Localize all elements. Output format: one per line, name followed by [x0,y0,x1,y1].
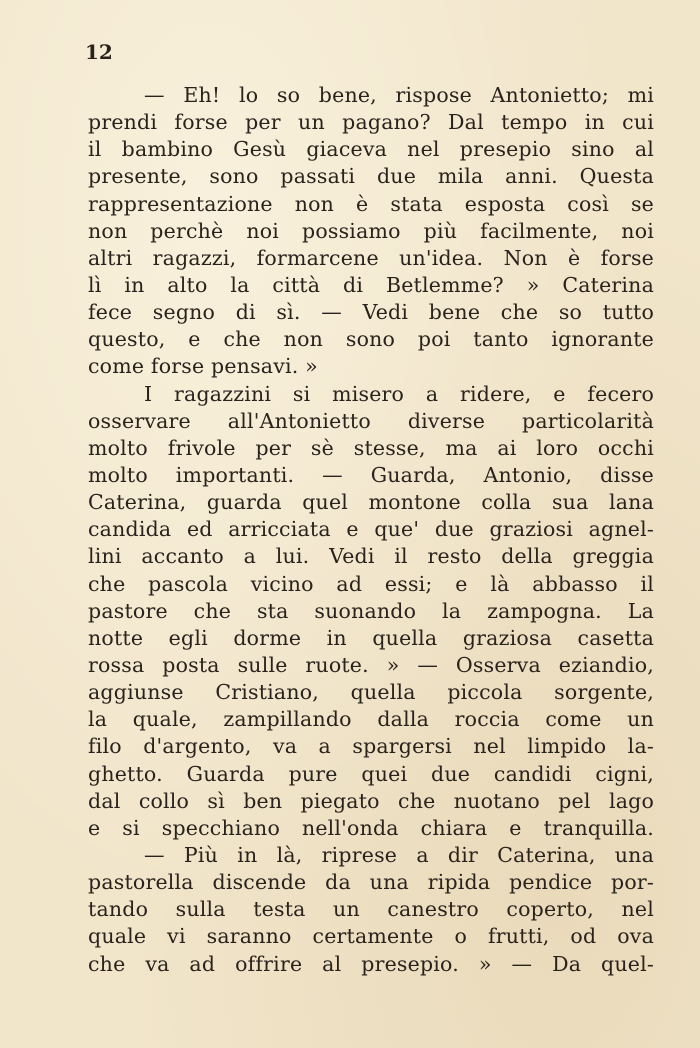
text-line: lì in alto la città di Betlemme? » Caterina [88,272,654,297]
text-line: altri ragazzi, formarcene un'idea. Non è forse [88,245,654,270]
text-line: I ragazzini si misero a ridere, e fecero [144,381,654,406]
text-line: molto importanti. — Guarda, Antonio, disse [88,462,654,487]
text-line: il bambino Gesù giaceva nel presepio sino al [88,137,654,162]
text-line: filo d'argento, va a spargersi nel limpido la- [88,734,654,759]
text-line: molto frivole per sè stesse, ma ai loro occhi [88,435,654,460]
text-line: lini accanto a lui. Vedi il resto della greggia [88,544,654,569]
text-line: prendi forse per un pagano? Dal tempo in cui [88,110,654,135]
text-line: e si specchiano nell'onda chiara e tranquilla. [88,815,654,840]
text-line: pastore che sta suonando la zampogna. La [88,598,654,623]
text-line: tando sulla testa un canestro coperto, nel [88,897,654,922]
text-line: che pascola vicino ad essi; e là abbasso il [88,571,654,596]
text-line: Caterina, guarda quel montone colla sua lana [88,490,654,515]
text-line: rossa posta sulle ruote. » — Osserva eziandio, [88,652,654,677]
text-line: la quale, zampillando dalla roccia come un [88,707,654,732]
text-line: osservare all'Antonietto diverse particolarità [88,408,654,433]
text-line: aggiunse Cristiano, quella piccola sorgente, [88,680,654,705]
text-line: — Più in là, riprese a dir Caterina, una [144,842,654,867]
text-line: che va ad offrire al presepio. » — Da quel- [88,951,654,976]
text-line: come forse pensavi. » [88,354,318,379]
body-text [88,82,654,978]
text-line: non perchè noi possiamo più facilmente, noi [88,218,654,243]
page-number: 12 [85,40,113,64]
text-line: presente, sono passati due mila anni. Questa [88,164,654,189]
text-line: ghetto. Guarda pure quei due candidi cigni, [88,761,654,786]
text-line: questo, e che non sono poi tanto ignorante [88,327,654,352]
text-line: pastorella discende da una ripida pendice por- [88,870,654,895]
text-line: dal collo sì ben piegato che nuotano pel lago [88,788,654,813]
text-line: fece segno di sì. — Vedi bene che so tutto [88,300,654,325]
text-line: notte egli dorme in quella graziosa casetta [88,625,654,650]
text-line: rappresentazione non è stata esposta così se [88,191,654,216]
text-line: — Eh! lo so bene, rispose Antonietto; mi [144,83,654,107]
text-line: quale vi saranno certamente o frutti, od ova [88,924,654,949]
text-line: candida ed arricciata e que' due graziosi agnel- [88,517,654,542]
